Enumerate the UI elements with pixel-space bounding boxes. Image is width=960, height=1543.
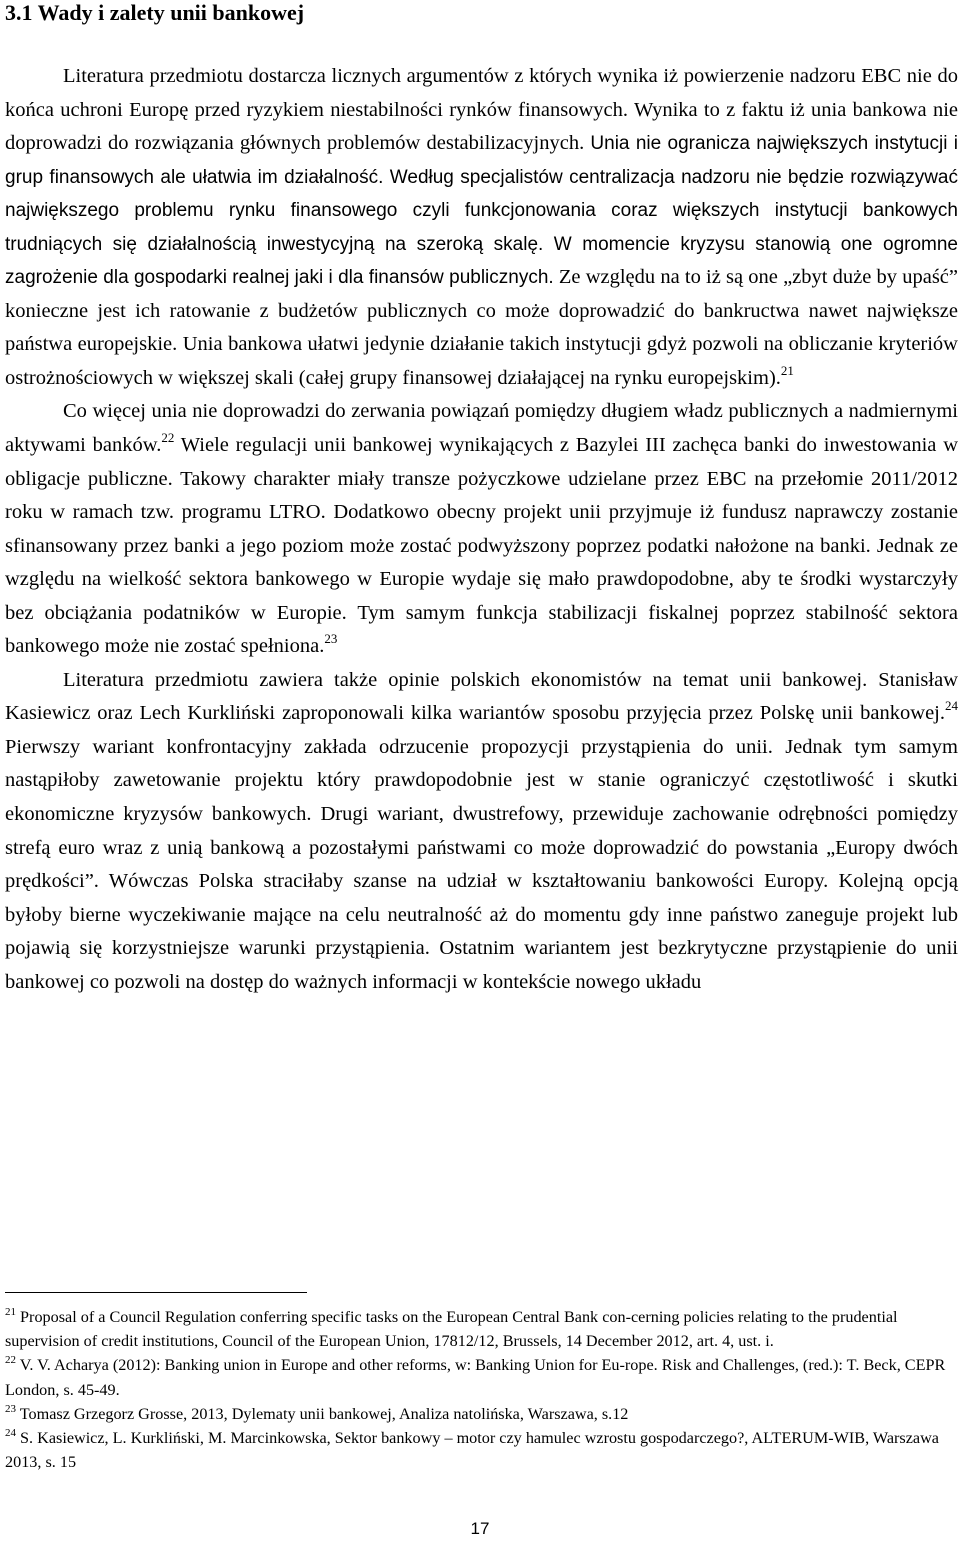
- footnote-24: [5, 1426, 955, 1474]
- paragraph-2: [5, 395, 958, 663]
- footnote-number: 24: [5, 1427, 16, 1440]
- paragraph-1-part-b: Unia nie ogranicza największych instytucji i grup finansowych ale ułatwia im działalność. Według specjalistów centralizacja nadzoru nie będzie rozwiązywać największego problemu rynku finansowego czyli funkcjonowania coraz większych instytucji bankowych trudniących się działalnością inwestycyjną na szeroką skalę. W momencie kryzysu stanowią one ogromne zagrożenie dla gospodarki realnej jaki i dla finansów publicznych.: [5, 133, 959, 289]
- footnote-ref-23[interactable]: 23: [324, 631, 338, 647]
- section-heading: 3.1 Wady i zalety unii bankowej: [5, 0, 305, 25]
- footnote-ref-21[interactable]: 21: [780, 362, 794, 378]
- footnote-text: V. V. Acharya (2012): Banking union in Europe and other reforms, w: Banking Union for Eu-rope. Risk and Challenges, (red.): T. Beck, CEPR London, s. 45-49.: [5, 1356, 946, 1399]
- footnote-ref-24[interactable]: 24: [945, 698, 958, 714]
- footnote-23: [5, 1402, 955, 1426]
- footnote-number: 23: [5, 1402, 16, 1415]
- paragraph-3-part-a: Literatura przedmiotu zawiera także opinie polskich ekonomistów na temat unii bankowej. Stanisław Kasiewicz oraz Lech Kurkliński zaproponowali kilka wariantów sposobu przyjęcia przez Polskę unii bankowej.: [5, 668, 958, 725]
- footnote-text: S. Kasiewicz, L. Kurkliński, M. Marcinkowska, Sektor bankowy – motor czy hamulec wzrostu gospodarczego?, ALTERUM-WIB, Warszawa 2013, s. 15: [5, 1429, 939, 1472]
- footnote-21: [5, 1305, 955, 1353]
- paragraph-1-part-c: Ze względu na to iż są one „zbyt duże by upaść” konieczne jest ich ratowanie z budżetów publicznych co może doprowadzić do bankructwa nawet największe państwa europejskie. Unia bankowa ułatwi jedynie działanie takich instytucji gdyż pozwoli na obliczanie kryteriów ostrożnościowych w większej skali (całej grupy finansowej działającej na rynku europejskim).: [5, 266, 959, 389]
- paragraph-3-part-b: Pierwszy wariant konfrontacyjny zakłada odrzucenie propozycji przystąpienia do unii. Jednak tym samym nastąpiłoby zawetowanie projektu który prawdopodobnie jest w stanie ograniczyć częstotliwość i skutki ekonomiczne kryzysów bankowych. Drugi wariant, dwustrefowy, przewiduje zachowanie odrębności pomiędzy strefą euro wraz z unią bankową a pozostałymi państwami co może doprowadzić do powstania „Europy dwóch prędkości”. Wówczas Polska straciłaby szanse na udział w kształtowaniu bankowości Europy. Kolejną opcją byłoby bierne wyczekiwanie mające na celu neutralność aż do momentu gdy inne państwo zaneguje projekt lub pojawią się korzystniejsze warunki przystąpienia. Ostatnim wariantem jest bezkrytyczne przystąpienie do unii bankowej co pozwoli na dostęp do ważnych informacji w kontekście nowego układu: [5, 735, 958, 993]
- paragraph-2-part-a: Co więcej unia nie doprowadzi do zerwania powiązań pomiędzy długiem władz publicznych a nadmiernymi aktywami banków.: [5, 400, 958, 457]
- footnotes: [5, 1305, 955, 1474]
- footnote-number: 21: [5, 1306, 16, 1318]
- footnote-text: Tomasz Grzegorz Grosse, 2013, Dylematy unii bankowej, Analiza natolińska, Warszawa, s.12: [19, 1404, 629, 1423]
- page-number: 17: [470, 1519, 490, 1538]
- footnote-number: 22: [5, 1354, 16, 1367]
- footnote-separator: [5, 1292, 307, 1293]
- footnote-22: [5, 1353, 955, 1401]
- footnote-ref-22[interactable]: 22: [161, 430, 175, 446]
- footnote-text: Proposal of a Council Regulation conferring specific tasks on the European Central Bank con-cerning policies relating to the prudential supervision of credit institutions, Council of the European Union, 17812/12, Brussels, 14 December 2012, art. 4, ust. i.: [5, 1308, 898, 1351]
- paragraph-1-part-a: Literatura przedmiotu dostarcza licznych argumentów z których wynika iż powierzenie nadzoru EBC nie do końca uchroni Europę przed ryzykiem niestabilności rynków finansowych. Wynika to z faktu iż unia bankowa nie doprowadzi do rozwiązania głównych problemów destabilizacyjnych.: [5, 65, 958, 155]
- paragraph-3: [5, 664, 958, 999]
- paragraph-2-part-b: Wiele regulacji unii bankowej wynikających z Bazylei III zachęca banki do inwestowania w obligacje publiczne. Takowy charakter miały transze pożyczkowe udzielane przez EBC na przełomie 2011/2012 roku w ramach tzw. programu LTRO. Dodatkowo obecny projekt unii przyjmuje iż fundusz naprawczy zostanie sfinansowany przez banki a jego poziom może zostać podwyższony poprzez podatki nałożone na banki. Jednak ze względu na wielkość sektora bankowego w Europie wydaje się mało prawdopodobne, aby te środki wystarczyły bez obciążania podatników w Europie. Tym samym funkcja stabilizacji fiskalnej poprzez stabilność sektora bankowego może nie zostać spełniona.: [5, 434, 958, 658]
- body-text: [5, 60, 958, 999]
- paragraph-1: [5, 60, 958, 395]
